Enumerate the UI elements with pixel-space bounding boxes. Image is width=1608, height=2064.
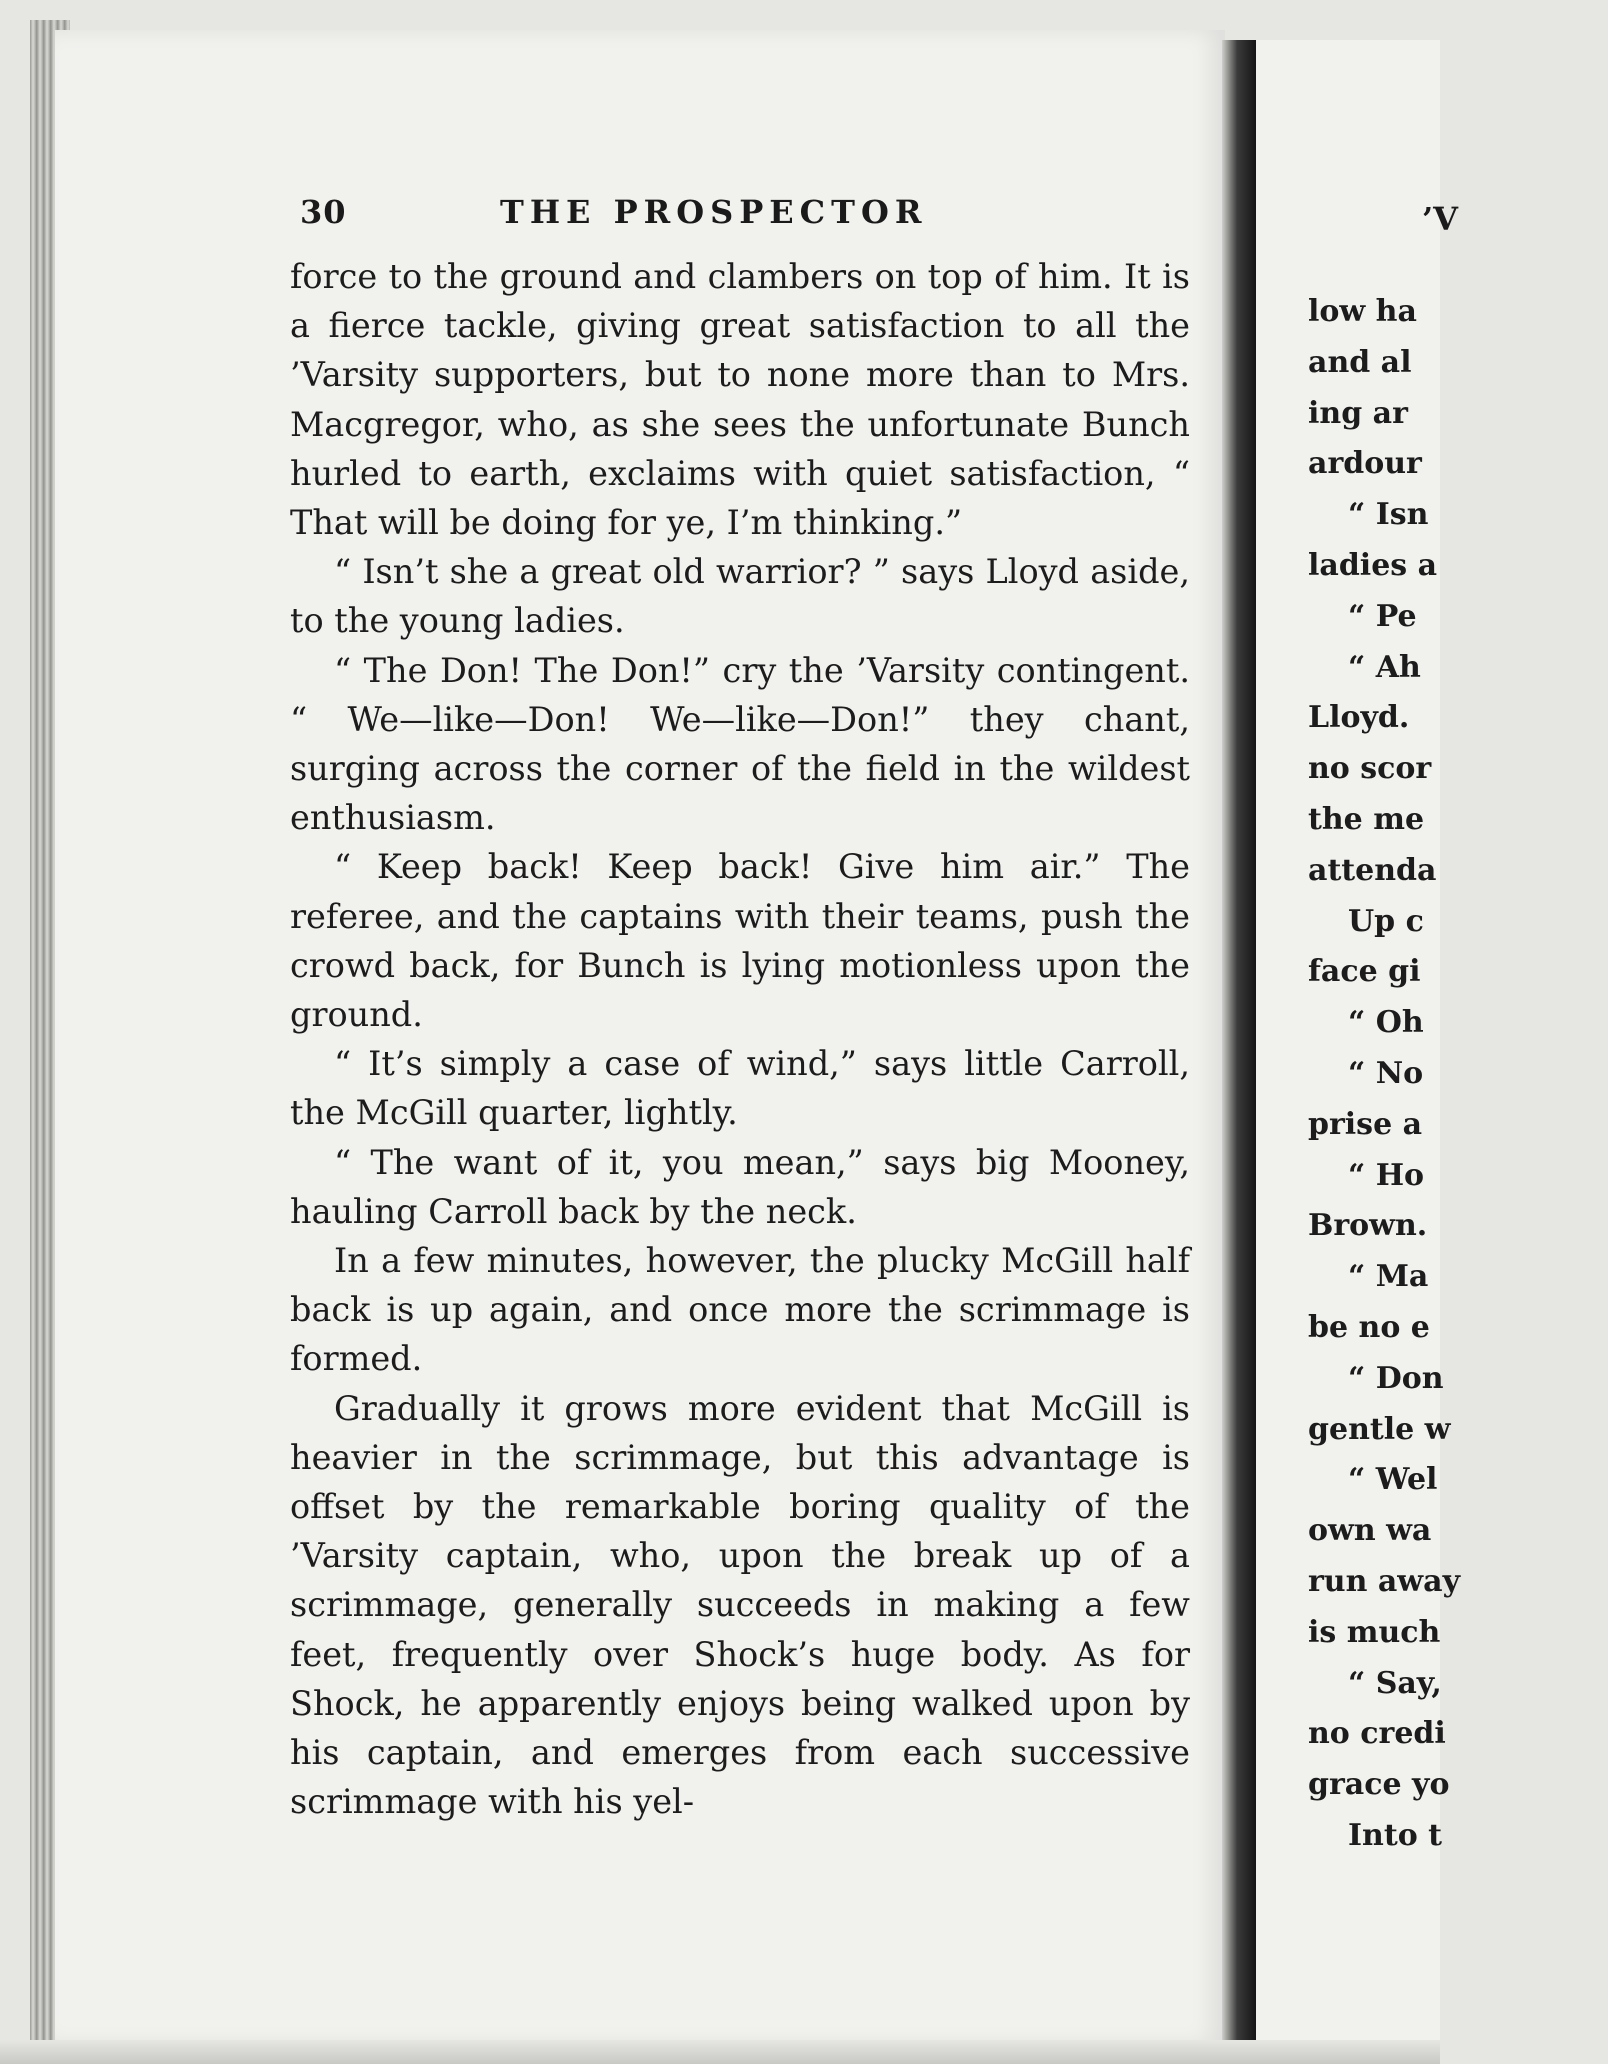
right-page-line: “ Ah (1348, 649, 1421, 685)
right-page-line: Up c (1348, 903, 1424, 939)
right-page-line: is much (1308, 1614, 1441, 1650)
right-page-line: run away (1308, 1563, 1461, 1599)
paragraph: Gradually it grows more evident that McGill is heavier in the scrimmage, but this advantage is offset by the remarkable boring quality of the ’Varsity captain, who, upon the break up of a scrimmage, generally succeeds in making a few feet, frequently over Shock’s huge body. As for Shock, he apparently enjoys being walked upon by his captain, and emerges from each successive scrimmage with his yel- (290, 1388, 1190, 1822)
right-page-line: gentle w (1308, 1411, 1451, 1447)
right-page-line: face gi (1308, 954, 1421, 990)
right-page-line: Brown. (1308, 1208, 1428, 1244)
right-page-line: “ No (1348, 1055, 1424, 1091)
paragraph: “ The want of it, you mean,” says big Mooney, hauling Carroll back by the neck. (290, 1142, 1190, 1231)
right-page-line: attenda (1308, 852, 1437, 888)
right-page-line: own wa (1308, 1513, 1432, 1549)
paragraph: “ The Don! The Don!” cry the ’Varsity contingent. “ We—like—Don! We—like—Don!” they chant, surging across the corner of the field in the wildest enthusiasm. (290, 650, 1190, 838)
paragraph: “ Isn’t she a great old warrior? ” says Lloyd aside, to the young ladies. (290, 552, 1190, 641)
right-page (1256, 40, 1461, 2045)
right-page-line: grace yo (1308, 1767, 1450, 1803)
right-page-line: and al (1308, 344, 1412, 380)
right-page-line: no credi (1308, 1716, 1446, 1752)
right-page-line: “ Oh (1348, 1005, 1424, 1041)
right-page-line: “ Don (1348, 1360, 1444, 1396)
right-page-line: “ Say, (1348, 1665, 1442, 1701)
paragraph: “ It’s simply a case of wind,” says little Carroll, the McGill quarter, lightly. (290, 1044, 1190, 1133)
right-page-line: Lloyd. (1308, 700, 1410, 736)
right-page-line: ing ar (1308, 395, 1408, 431)
right-page-line: “ Wel (1348, 1462, 1438, 1498)
right-page-line: “ Ma (1348, 1259, 1429, 1295)
running-title: THE PROSPECTOR (500, 193, 928, 231)
paragraph: force to the ground and clambers on top of him. It is a fierce tackle, giving great satisfaction to all the ’Varsity supporters, but to none more than to Mrs. Macgregor, who, as she sees the unfortunate Bunch hurled to earth, exclaims with quiet satisfaction, “ That will be doing for ye, I’m thinking.” (290, 257, 1190, 543)
page-number: 30 (300, 193, 347, 231)
right-page-line: no scor (1308, 751, 1432, 787)
body-text (290, 252, 1190, 1827)
right-page-line: ladies a (1308, 547, 1438, 583)
right-page-line: prise a (1308, 1106, 1423, 1142)
book-gutter (1222, 40, 1256, 2045)
right-page-line: Into t (1348, 1817, 1443, 1853)
paragraph: In a few minutes, however, the plucky McGill half back is up again, and once more the scrimmage is formed. (290, 1241, 1190, 1379)
running-head (300, 187, 1190, 237)
right-page-line: “ Ho (1348, 1157, 1425, 1193)
paragraph: “ Keep back! Keep back! Give him air.” The referee, and the captains with their teams, push the crowd back, for Bunch is lying motionless upon the ground. (290, 847, 1190, 1035)
right-page-line: “ Pe (1348, 598, 1417, 634)
right-page-line: the me (1308, 801, 1425, 837)
right-page-text (1308, 287, 1608, 1862)
right-page-line: “ Isn (1348, 497, 1429, 533)
right-page-line: ardour (1308, 446, 1422, 482)
right-running-head: ’V (1422, 200, 1458, 238)
page-bottom-shadow (0, 2040, 1440, 2064)
right-page-line: be no e (1308, 1309, 1430, 1345)
right-page-line: low ha (1308, 294, 1417, 329)
